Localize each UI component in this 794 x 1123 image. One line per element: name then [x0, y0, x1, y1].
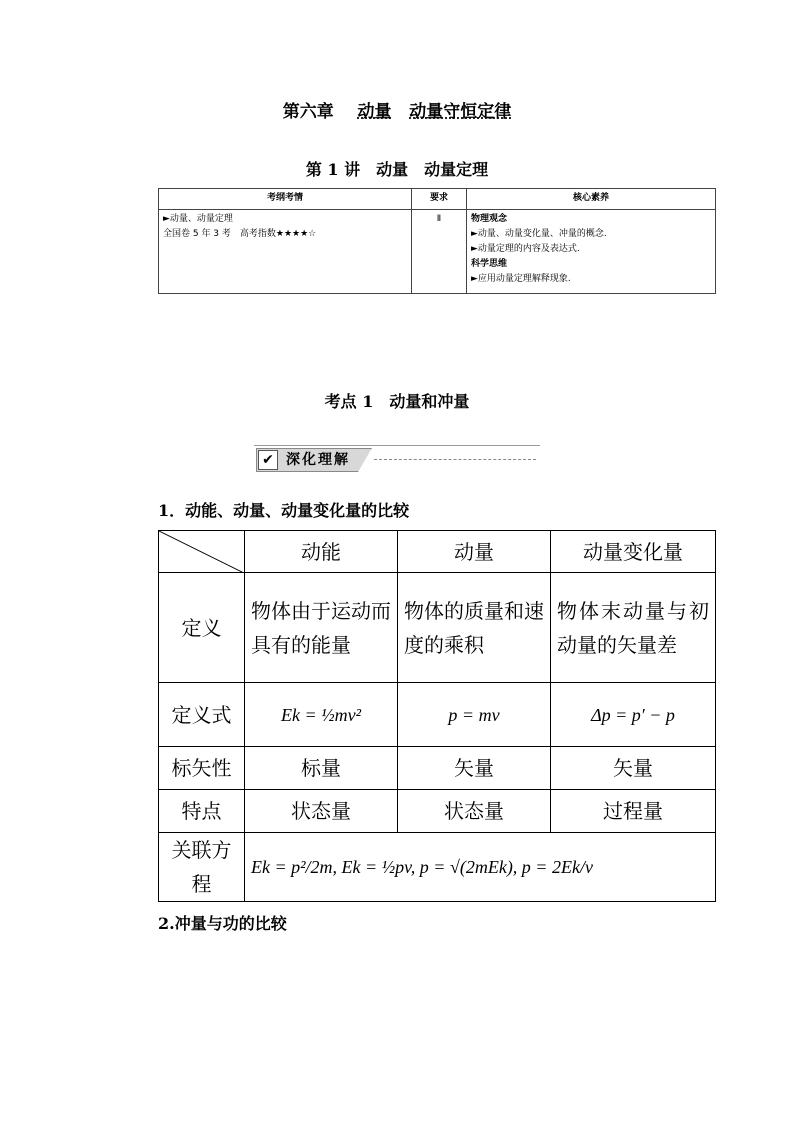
column-header: 动量变化量	[551, 531, 716, 573]
syllabus-table	[158, 188, 716, 294]
comparison-table	[158, 530, 716, 902]
formula-cell: Ek = ½mv²	[245, 683, 398, 747]
table-cell: 状态量	[398, 790, 551, 833]
formula-cell: Δp = p′ − p	[551, 683, 716, 747]
syllabus-header-requirement: 要求	[412, 189, 467, 210]
literacy-heading-physics: 物理观念	[471, 214, 508, 224]
literacy-item: ►动量定理的内容及表达式.	[471, 244, 580, 254]
table-cell: 矢量	[398, 747, 551, 790]
row-label: 特点	[159, 790, 245, 833]
row-label: 标矢性	[159, 747, 245, 790]
section-heading-kaodian: 考点 1 动量和冲量	[324, 392, 470, 411]
table-cell: 矢量	[551, 747, 716, 790]
formula-cell: p = mv	[398, 683, 551, 747]
banner-label: 深化理解	[286, 452, 350, 468]
literacy-item: ►动量、动量变化量、冲量的概念.	[471, 229, 607, 239]
table-cell: 状态量	[245, 790, 398, 833]
syllabus-outline-item: ►动量、动量定理	[163, 214, 233, 224]
syllabus-outline-cell	[159, 210, 412, 294]
check-icon: ✔	[258, 450, 278, 470]
syllabus-header-outline: 考纲考情	[159, 189, 412, 210]
syllabus-exam-stats: 全国卷 5 年 3 考 高考指数★★★★☆	[163, 229, 317, 239]
row-label: 关联方程	[159, 833, 245, 902]
relation-formula-cell: Ek = p²/2m, Ek = ½pv, p = √(2mEk), p = 2Ek/v	[245, 833, 716, 902]
lecture-title: 第 1 讲 动量 动量定理	[305, 160, 489, 179]
column-header: 动量	[398, 531, 551, 573]
chapter-topic-2: 动量守恒定律	[409, 102, 512, 122]
column-header: 动能	[245, 531, 398, 573]
chapter-title	[0, 97, 794, 122]
syllabus-requirement-cell: Ⅱ	[412, 210, 467, 294]
row-label: 定义式	[159, 683, 245, 747]
subsection-heading-1: 1．动能、动量、动量变化量的比较	[158, 501, 410, 520]
row-label: 定义	[159, 573, 245, 683]
table-cell: 过程量	[551, 790, 716, 833]
syllabus-header-literacy: 核心素养	[467, 189, 716, 210]
banner-dashed-rule	[374, 459, 536, 460]
diagonal-line-icon	[159, 531, 244, 573]
literacy-item: ►应用动量定理解释现象.	[471, 274, 571, 284]
definition-cell: 物体的质量和速度的乘积	[398, 573, 551, 683]
subsection-heading-2: 2.冲量与功的比较	[158, 914, 287, 933]
chapter-topic-1: 动量	[357, 102, 392, 122]
banner-top-rule	[254, 445, 540, 446]
table-corner-cell	[159, 531, 245, 573]
definition-cell: 物体末动量与初动量的矢量差	[551, 573, 716, 683]
table-cell: 标量	[245, 747, 398, 790]
chapter-prefix: 第六章	[282, 102, 334, 122]
literacy-heading-thinking: 科学思维	[471, 259, 508, 269]
definition-cell: 物体由于运动而具有的能量	[245, 573, 398, 683]
syllabus-literacy-cell	[467, 210, 716, 294]
deepen-understanding-banner	[254, 444, 540, 472]
